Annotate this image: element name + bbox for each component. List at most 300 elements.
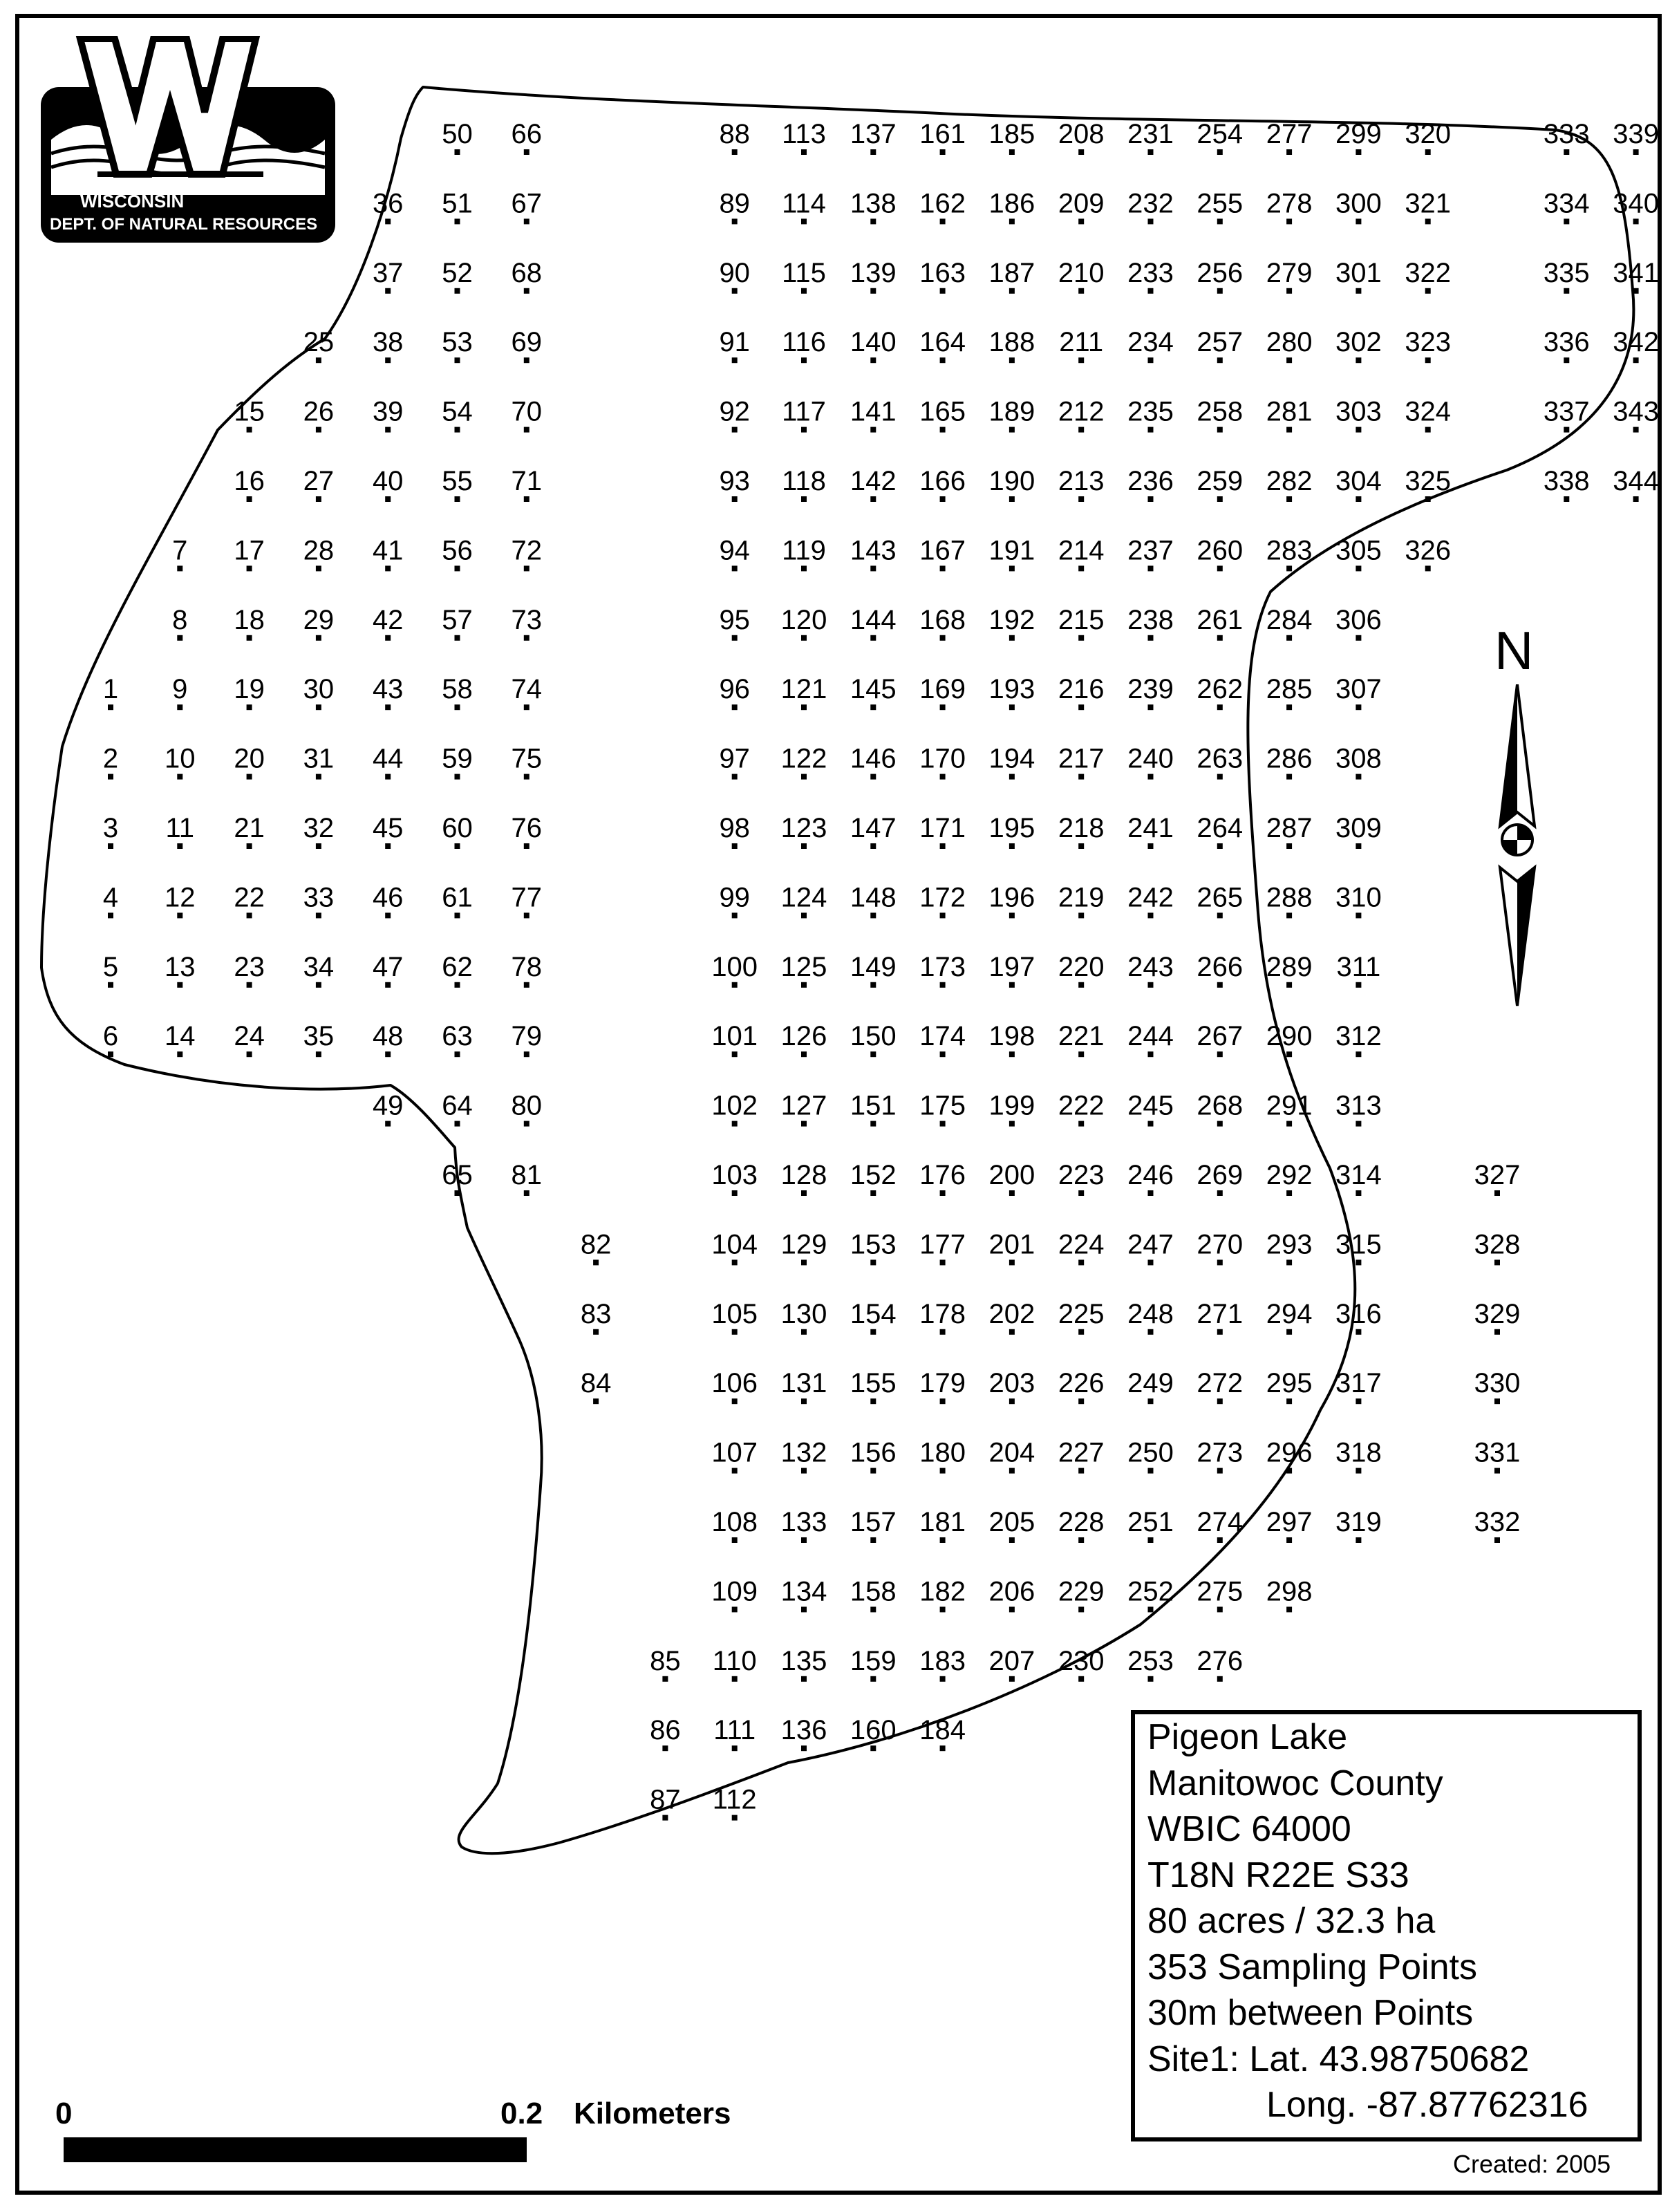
sampling-point bbox=[781, 1576, 827, 1612]
sampling-point-marker bbox=[247, 1051, 252, 1057]
sampling-point-marker bbox=[1148, 704, 1154, 710]
sampling-point-marker bbox=[870, 843, 876, 849]
sampling-point bbox=[1405, 327, 1451, 363]
sampling-point-label: 229 bbox=[1058, 1576, 1105, 1607]
sampling-point bbox=[1335, 1160, 1382, 1196]
sampling-point-marker bbox=[455, 704, 460, 710]
sampling-point bbox=[782, 258, 826, 294]
sampling-point bbox=[989, 605, 1035, 641]
sampling-point bbox=[1127, 1438, 1174, 1474]
sampling-point bbox=[1058, 952, 1105, 988]
sampling-point bbox=[1197, 1091, 1243, 1127]
sampling-point bbox=[919, 952, 966, 988]
sampling-point-label: 177 bbox=[919, 1229, 966, 1260]
sampling-point-label: 159 bbox=[850, 1645, 897, 1676]
sampling-point bbox=[919, 1576, 966, 1612]
sampling-point-marker bbox=[1286, 1190, 1292, 1196]
sampling-point bbox=[234, 397, 265, 433]
sampling-point bbox=[1058, 1507, 1105, 1543]
sampling-point bbox=[1266, 1229, 1313, 1265]
sampling-point-marker bbox=[662, 1676, 668, 1682]
sampling-point-marker bbox=[1009, 218, 1015, 224]
sampling-point-label: 262 bbox=[1197, 674, 1244, 705]
sampling-point-marker bbox=[732, 1329, 738, 1335]
sampling-point bbox=[781, 1021, 827, 1057]
sampling-point bbox=[303, 327, 335, 363]
sampling-point bbox=[373, 674, 404, 710]
sampling-point bbox=[711, 1091, 758, 1127]
sampling-point-marker bbox=[1078, 774, 1084, 780]
sampling-point-label: 2 bbox=[102, 743, 119, 774]
sampling-point bbox=[1127, 188, 1174, 224]
sampling-point-label: 322 bbox=[1405, 257, 1452, 288]
sampling-point-label: 178 bbox=[919, 1298, 966, 1329]
sampling-point-label: 286 bbox=[1266, 743, 1313, 774]
sampling-point-marker bbox=[385, 496, 391, 502]
sampling-point bbox=[442, 1160, 473, 1196]
sampling-point-marker bbox=[1009, 1190, 1015, 1196]
sampling-point-label: 226 bbox=[1058, 1368, 1105, 1399]
sampling-point-label: 14 bbox=[165, 1021, 196, 1052]
sampling-point-marker bbox=[1078, 843, 1084, 849]
sampling-point bbox=[781, 1091, 827, 1127]
sampling-point bbox=[1127, 535, 1174, 571]
sampling-point bbox=[1613, 466, 1659, 502]
sampling-point-label: 299 bbox=[1335, 119, 1382, 149]
sampling-point bbox=[442, 258, 473, 294]
sampling-point-marker bbox=[940, 496, 946, 502]
sampling-point-marker bbox=[1148, 1468, 1154, 1474]
sampling-point-label: 17 bbox=[234, 535, 265, 566]
sampling-point bbox=[1127, 882, 1174, 918]
sampling-point-label: 130 bbox=[780, 1298, 827, 1329]
sampling-point bbox=[1266, 327, 1313, 363]
sampling-point-marker bbox=[1286, 774, 1292, 780]
sampling-point-marker bbox=[801, 1745, 807, 1751]
sampling-point-marker bbox=[455, 565, 460, 571]
sampling-point bbox=[1127, 674, 1174, 710]
sampling-point-label: 5 bbox=[102, 951, 119, 982]
sampling-point-label: 336 bbox=[1543, 327, 1590, 358]
sampling-point-label: 237 bbox=[1127, 535, 1174, 566]
sampling-point-label: 315 bbox=[1335, 1229, 1382, 1260]
sampling-point bbox=[781, 1229, 827, 1265]
sampling-point bbox=[989, 1229, 1035, 1265]
sampling-point-marker bbox=[455, 149, 460, 155]
sampling-point-marker bbox=[1148, 427, 1154, 433]
sampling-point-marker bbox=[732, 1259, 738, 1265]
sampling-point-label: 251 bbox=[1127, 1507, 1174, 1537]
sampling-point-label: 221 bbox=[1058, 1021, 1105, 1052]
sampling-point-marker bbox=[940, 1606, 946, 1612]
sampling-point-marker bbox=[524, 218, 529, 224]
sampling-point-marker bbox=[316, 1051, 321, 1057]
sampling-point bbox=[919, 882, 966, 918]
sampling-point-label: 295 bbox=[1266, 1368, 1313, 1399]
sampling-point-marker bbox=[247, 843, 252, 849]
sampling-point-label: 288 bbox=[1266, 882, 1313, 913]
sampling-point-label: 260 bbox=[1197, 535, 1244, 566]
sampling-point bbox=[989, 1576, 1035, 1612]
sampling-point bbox=[1197, 1507, 1243, 1543]
sampling-point bbox=[919, 605, 966, 641]
sampling-point-label: 37 bbox=[372, 257, 404, 288]
sampling-point bbox=[1337, 952, 1381, 988]
sampling-point bbox=[711, 1368, 758, 1404]
sampling-point-marker bbox=[732, 635, 738, 641]
sampling-point-marker bbox=[940, 149, 946, 155]
sampling-point-marker bbox=[1425, 357, 1431, 363]
sampling-point-label: 144 bbox=[850, 604, 897, 635]
sampling-point-marker bbox=[1078, 149, 1084, 155]
sampling-point bbox=[234, 952, 265, 988]
sampling-point-marker bbox=[455, 774, 460, 780]
sampling-point-marker bbox=[870, 1468, 876, 1474]
sampling-point-marker bbox=[247, 982, 252, 988]
sampling-point-label: 54 bbox=[442, 396, 473, 427]
sampling-point-marker bbox=[1078, 218, 1084, 224]
sampling-point-label: 29 bbox=[303, 604, 335, 635]
sampling-point-label: 47 bbox=[372, 951, 404, 982]
sampling-point bbox=[373, 882, 404, 918]
sampling-point-label: 306 bbox=[1335, 604, 1382, 635]
sampling-point-label: 3 bbox=[102, 813, 119, 843]
sampling-point bbox=[713, 1646, 757, 1682]
sampling-point-marker bbox=[1217, 1121, 1223, 1127]
sampling-point-label: 112 bbox=[712, 1784, 757, 1815]
sampling-point bbox=[1127, 1646, 1174, 1682]
sampling-point-marker bbox=[732, 774, 738, 780]
sampling-point-marker bbox=[732, 843, 738, 849]
sampling-point-marker bbox=[247, 912, 252, 918]
sampling-point-label: 318 bbox=[1335, 1437, 1382, 1468]
sampling-point-marker bbox=[108, 704, 113, 710]
sampling-point bbox=[1058, 1160, 1105, 1196]
sampling-point bbox=[1059, 327, 1103, 363]
sampling-point-label: 171 bbox=[919, 813, 966, 843]
sampling-point-marker bbox=[1356, 635, 1361, 641]
sampling-point-marker bbox=[1356, 1190, 1361, 1196]
sampling-point-label: 261 bbox=[1197, 604, 1244, 635]
sampling-point bbox=[850, 1438, 897, 1474]
sampling-point-label: 121 bbox=[780, 674, 827, 705]
sampling-point-label: 243 bbox=[1127, 951, 1174, 982]
sampling-point bbox=[1335, 882, 1382, 918]
sampling-point-marker bbox=[1356, 843, 1361, 849]
sampling-point bbox=[172, 605, 187, 641]
sampling-point-marker bbox=[1217, 565, 1223, 571]
sampling-point-marker bbox=[108, 774, 113, 780]
sampling-point bbox=[1058, 258, 1105, 294]
sampling-point bbox=[373, 327, 404, 363]
sampling-point bbox=[1058, 1299, 1105, 1335]
sampling-point bbox=[1335, 813, 1382, 849]
sampling-point-label: 129 bbox=[780, 1229, 827, 1260]
sampling-point-marker bbox=[1217, 427, 1223, 433]
sampling-point-marker bbox=[732, 1815, 738, 1821]
sampling-point-label: 184 bbox=[919, 1715, 966, 1746]
sampling-point-label: 148 bbox=[850, 882, 897, 913]
sampling-point-marker bbox=[524, 843, 529, 849]
sampling-point bbox=[719, 605, 750, 641]
sampling-point-label: 103 bbox=[711, 1160, 758, 1190]
sampling-point bbox=[1613, 119, 1659, 155]
sampling-point-marker bbox=[732, 1676, 738, 1682]
sampling-point-marker bbox=[385, 912, 391, 918]
sampling-point-marker bbox=[108, 1051, 113, 1057]
sampling-point-label: 309 bbox=[1335, 813, 1382, 843]
sampling-point bbox=[1335, 1229, 1382, 1265]
sampling-point-marker bbox=[1009, 496, 1015, 502]
sampling-point bbox=[1197, 1576, 1243, 1612]
sampling-point-label: 92 bbox=[719, 396, 750, 427]
sampling-point bbox=[1335, 1021, 1382, 1057]
sampling-point bbox=[1335, 535, 1382, 571]
sampling-point-marker bbox=[940, 357, 946, 363]
sampling-point-marker bbox=[1217, 218, 1223, 224]
sampling-point-label: 106 bbox=[711, 1368, 758, 1399]
scale-label-max: 0.2 bbox=[500, 2097, 543, 2130]
sampling-point-marker bbox=[1564, 218, 1569, 224]
sampling-point-marker bbox=[940, 427, 946, 433]
sampling-point bbox=[373, 535, 404, 571]
sampling-point-marker bbox=[455, 288, 460, 294]
sampling-point bbox=[781, 744, 827, 780]
sampling-point-marker bbox=[1286, 218, 1292, 224]
sampling-point bbox=[713, 1785, 757, 1821]
sampling-point-marker bbox=[801, 357, 807, 363]
created-date: Created: 2005 bbox=[1453, 2150, 1611, 2178]
sampling-point-marker bbox=[1148, 357, 1154, 363]
sampling-point-label: 134 bbox=[780, 1576, 827, 1607]
sampling-point-label: 326 bbox=[1405, 535, 1452, 566]
sampling-point-marker bbox=[455, 912, 460, 918]
sampling-point-label: 48 bbox=[372, 1021, 404, 1052]
sampling-point-marker bbox=[662, 1745, 668, 1751]
sampling-point bbox=[850, 1368, 897, 1404]
sampling-point-label: 211 bbox=[1059, 327, 1104, 358]
sampling-point-label: 338 bbox=[1543, 466, 1590, 496]
sampling-point bbox=[512, 882, 543, 918]
sampling-point-label: 187 bbox=[988, 257, 1035, 288]
sampling-point-label: 71 bbox=[511, 466, 543, 496]
north-label: N bbox=[1494, 620, 1534, 681]
sampling-point-label: 252 bbox=[1127, 1576, 1174, 1607]
sampling-point-marker bbox=[801, 635, 807, 641]
sampling-point bbox=[782, 466, 826, 502]
sampling-point-marker bbox=[524, 427, 529, 433]
sampling-point bbox=[581, 1229, 612, 1265]
sampling-point-marker bbox=[1217, 774, 1223, 780]
sampling-point-label: 305 bbox=[1335, 535, 1382, 566]
sampling-point bbox=[782, 119, 826, 155]
sampling-point-label: 238 bbox=[1127, 604, 1174, 635]
sampling-point-marker bbox=[385, 843, 391, 849]
sampling-point-marker bbox=[1148, 912, 1154, 918]
sampling-point bbox=[1127, 744, 1174, 780]
sampling-point bbox=[1127, 119, 1174, 155]
sampling-point bbox=[1266, 397, 1313, 433]
sampling-point-marker bbox=[1217, 149, 1223, 155]
sampling-point bbox=[781, 1299, 827, 1335]
sampling-point-marker bbox=[1425, 565, 1431, 571]
sampling-point bbox=[989, 813, 1035, 849]
sampling-point-label: 233 bbox=[1127, 257, 1174, 288]
sampling-point-label: 239 bbox=[1127, 674, 1174, 705]
sampling-point-marker bbox=[1356, 1537, 1361, 1543]
sampling-point-marker bbox=[1009, 565, 1015, 571]
sampling-point-marker bbox=[1494, 1398, 1500, 1404]
sampling-point bbox=[373, 952, 404, 988]
sampling-point-label: 245 bbox=[1127, 1090, 1174, 1121]
sampling-point-label: 244 bbox=[1127, 1021, 1174, 1052]
sampling-point-marker bbox=[524, 912, 529, 918]
sampling-point-marker bbox=[385, 635, 391, 641]
sampling-point-marker bbox=[1633, 496, 1639, 502]
sampling-point bbox=[919, 813, 966, 849]
sampling-point bbox=[719, 535, 750, 571]
sampling-point-label: 236 bbox=[1127, 466, 1174, 496]
sampling-point-marker bbox=[1009, 427, 1015, 433]
sampling-point-marker bbox=[316, 565, 321, 571]
sampling-point-label: 277 bbox=[1266, 119, 1313, 149]
sampling-point-marker bbox=[1425, 288, 1431, 294]
sampling-point bbox=[1058, 1646, 1105, 1682]
sampling-point-label: 174 bbox=[919, 1021, 966, 1052]
sampling-point bbox=[1474, 1160, 1521, 1196]
sampling-point-marker bbox=[732, 704, 738, 710]
sampling-point bbox=[919, 1438, 966, 1474]
sampling-point bbox=[1544, 258, 1590, 294]
sampling-point-label: 68 bbox=[511, 257, 543, 288]
sampling-point-label: 333 bbox=[1543, 119, 1590, 149]
sampling-point-label: 74 bbox=[511, 674, 543, 705]
sampling-point-marker bbox=[1217, 1259, 1223, 1265]
sampling-point-marker bbox=[1078, 1051, 1084, 1057]
sampling-point bbox=[1335, 1438, 1382, 1474]
sampling-point-marker bbox=[870, 218, 876, 224]
sampling-point bbox=[1266, 1507, 1313, 1543]
sampling-point-label: 131 bbox=[780, 1368, 827, 1399]
sampling-point-label: 253 bbox=[1127, 1645, 1174, 1676]
sampling-point-label: 199 bbox=[988, 1090, 1035, 1121]
sampling-point bbox=[1197, 674, 1243, 710]
sampling-point bbox=[1266, 1368, 1313, 1404]
sampling-point bbox=[512, 397, 543, 433]
sampling-point bbox=[1127, 258, 1174, 294]
sampling-point bbox=[512, 813, 543, 849]
sampling-point-marker bbox=[870, 635, 876, 641]
sampling-point bbox=[1197, 1646, 1243, 1682]
sampling-point-marker bbox=[316, 774, 321, 780]
sampling-point-marker bbox=[1633, 357, 1639, 363]
sampling-point-label: 224 bbox=[1058, 1229, 1105, 1260]
sampling-point bbox=[719, 188, 750, 224]
sampling-point bbox=[781, 1160, 827, 1196]
sampling-point-marker bbox=[455, 496, 460, 502]
sampling-point-label: 327 bbox=[1474, 1160, 1521, 1190]
sampling-point-label: 39 bbox=[372, 396, 404, 427]
sampling-point bbox=[781, 1715, 827, 1751]
sampling-point-label: 52 bbox=[442, 257, 473, 288]
sampling-point-marker bbox=[801, 218, 807, 224]
sampling-point-marker bbox=[247, 774, 252, 780]
sampling-point-label: 167 bbox=[919, 535, 966, 566]
sampling-point-label: 141 bbox=[850, 396, 897, 427]
sampling-point bbox=[711, 1229, 758, 1265]
sampling-point-label: 27 bbox=[303, 466, 335, 496]
sampling-point bbox=[1335, 119, 1382, 155]
sampling-point-label: 89 bbox=[719, 188, 750, 219]
sampling-point-label: 201 bbox=[988, 1229, 1035, 1260]
sampling-point-label: 210 bbox=[1058, 257, 1105, 288]
sampling-point-label: 26 bbox=[303, 396, 335, 427]
sampling-point-marker bbox=[1078, 912, 1084, 918]
sampling-point-label: 228 bbox=[1058, 1507, 1105, 1537]
sampling-point-label: 110 bbox=[712, 1645, 757, 1676]
sampling-point-label: 101 bbox=[711, 1021, 758, 1052]
sampling-point-label: 337 bbox=[1543, 396, 1590, 427]
sampling-point bbox=[512, 535, 543, 571]
sampling-point-label: 155 bbox=[850, 1368, 897, 1399]
sampling-point-label: 151 bbox=[850, 1090, 897, 1121]
sampling-point-marker bbox=[1078, 357, 1084, 363]
sampling-point bbox=[512, 258, 543, 294]
sampling-point bbox=[234, 882, 265, 918]
sampling-point bbox=[442, 119, 473, 155]
sampling-point-marker bbox=[870, 496, 876, 502]
sampling-point-label: 329 bbox=[1474, 1298, 1521, 1329]
sampling-point bbox=[303, 882, 335, 918]
sampling-point-label: 283 bbox=[1266, 535, 1313, 566]
sampling-point-label: 183 bbox=[919, 1645, 966, 1676]
sampling-point bbox=[1474, 1368, 1521, 1404]
sampling-point-label: 102 bbox=[711, 1090, 758, 1121]
sampling-point bbox=[989, 535, 1035, 571]
sampling-point-label: 270 bbox=[1197, 1229, 1244, 1260]
sampling-point-label: 203 bbox=[988, 1368, 1035, 1399]
sampling-point-marker bbox=[801, 1190, 807, 1196]
sampling-point-marker bbox=[940, 843, 946, 849]
sampling-point-marker bbox=[870, 1190, 876, 1196]
sampling-point-marker bbox=[316, 843, 321, 849]
sampling-point-marker bbox=[870, 1606, 876, 1612]
sampling-point-marker bbox=[385, 704, 391, 710]
sampling-point-label: 217 bbox=[1058, 743, 1105, 774]
sampling-point-label: 191 bbox=[988, 535, 1035, 566]
sampling-point bbox=[989, 1507, 1035, 1543]
sampling-point bbox=[919, 1646, 966, 1682]
sampling-point bbox=[1613, 327, 1659, 363]
sampling-point-label: 340 bbox=[1613, 188, 1659, 219]
sampling-point-marker bbox=[732, 288, 738, 294]
sampling-point bbox=[1266, 466, 1313, 502]
sampling-point bbox=[512, 188, 543, 224]
sampling-point-label: 153 bbox=[850, 1229, 897, 1260]
sampling-point-marker bbox=[1356, 218, 1361, 224]
sampling-point-marker bbox=[385, 565, 391, 571]
sampling-point-label: 16 bbox=[234, 466, 265, 496]
sampling-point-label: 343 bbox=[1613, 396, 1659, 427]
sampling-point-marker bbox=[1217, 982, 1223, 988]
sampling-point-marker bbox=[732, 565, 738, 571]
sampling-point bbox=[781, 813, 827, 849]
sampling-point-label: 21 bbox=[234, 813, 265, 843]
sampling-point-label: 33 bbox=[303, 882, 335, 913]
lake-area: 80 acres / 32.3 ha bbox=[1147, 1901, 1436, 1941]
sampling-point-marker bbox=[870, 1259, 876, 1265]
sampling-point-marker bbox=[1217, 843, 1223, 849]
